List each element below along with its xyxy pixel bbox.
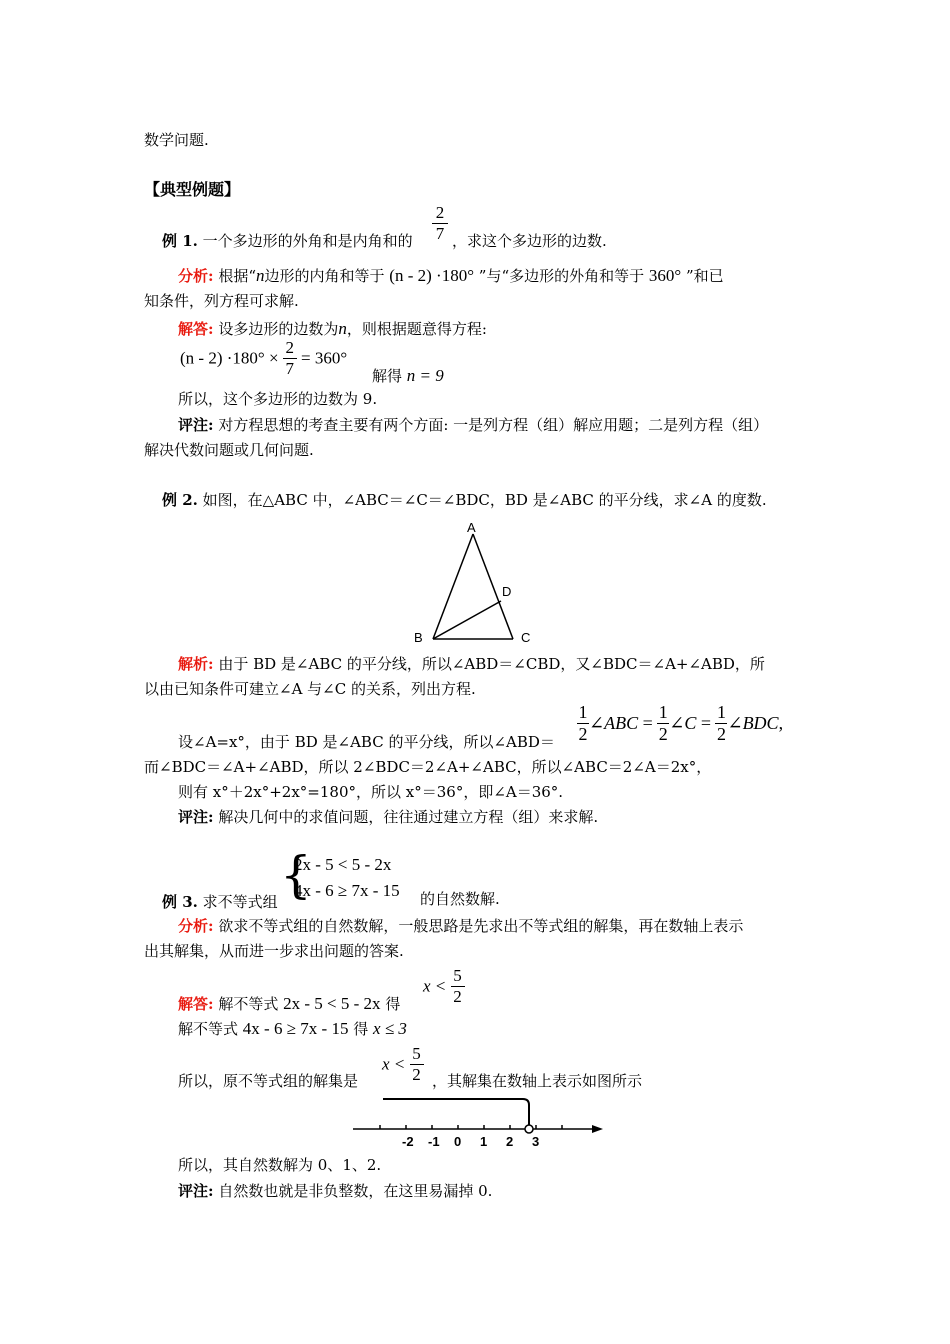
- ex1-analysis-360: 360°: [648, 266, 682, 285]
- side-ab: [433, 534, 473, 639]
- ex2-half-1-num: 1: [578, 702, 588, 722]
- solution-set-arc: [383, 1099, 529, 1127]
- ex2-analysis: [178, 657, 765, 672]
- ex3-result1-frac: [451, 966, 465, 1006]
- ex2-half-3-num: 1: [716, 702, 726, 722]
- point-b-label: B: [414, 630, 423, 645]
- ex2-line3: 而∠BDC＝∠A+∠ABD，所以 2∠BDC＝2∠A+∠ABC，所以∠ABC＝2∠A＝2x°，: [144, 758, 712, 776]
- ex3-result1-den: 2: [451, 986, 465, 1007]
- ex3-ineq1: 2x - 5 < 5 - 2x: [294, 855, 392, 874]
- ex2-text: 如图，在△ABC 中，∠ABC＝∠C＝∠BDC，BD 是∠ABC 的平分线，求∠A 的度数.: [202, 491, 767, 509]
- ex3-answer-ineq2: 4x - 6 ≥ 7x - 15: [242, 1019, 349, 1038]
- ex3-set-num: 5: [412, 1044, 421, 1063]
- ex3-answer-2: [178, 1020, 407, 1037]
- ex1-analysis-line2: 知条件，列方程可求解.: [144, 292, 299, 310]
- ex3-get-2: 得: [353, 1020, 369, 1038]
- ex3-text: 求不等式组: [202, 893, 278, 911]
- ex2-angle-abc: ∠ABC: [589, 713, 639, 734]
- ex2-label: 例 2.: [162, 491, 198, 509]
- ex1-eq-frac-num: 2: [285, 338, 295, 357]
- axis-tick-label: 0: [454, 1134, 462, 1149]
- ex1-text-end: ，求这个多边形的边数.: [452, 232, 607, 250]
- ex1-comment-label: 评注:: [178, 416, 214, 434]
- ex3-analysis-2: 出其解集，从而进一步求出问题的答案.: [144, 942, 404, 960]
- ex1-answer-text2: ，则根据题意得方程:: [346, 320, 487, 338]
- segment-bd: [433, 601, 501, 639]
- ex2-half-1-den: 2: [578, 723, 588, 744]
- ex2-angle-c: ∠C: [669, 713, 697, 734]
- ex3-comment: 自然数也就是非负整数，在这里易漏掉 0.: [218, 1182, 493, 1200]
- ex3-result1-num: 5: [453, 966, 462, 985]
- ex1-analysis-1: 根据“: [218, 267, 256, 285]
- ex2-half-equation: [577, 702, 783, 744]
- ex1-analysis-4: ”和已: [686, 267, 724, 285]
- axis-tick-label: 3: [532, 1134, 540, 1149]
- ex3-text-end: 的自然数解.: [420, 890, 500, 908]
- ex1-comment-1: 对方程思想的考查主要有两个方面: 一是列方程（组）解应用题；二是列方程（组）: [218, 416, 769, 434]
- ex1-analysis: [178, 267, 724, 284]
- ex1-answer-label: 解答:: [178, 320, 214, 338]
- ex3-analysis-label: 分析:: [178, 917, 214, 935]
- ex2-comma: ,: [778, 713, 784, 734]
- intro-tail: 数学问题.: [144, 131, 209, 149]
- ex2-comment: [178, 810, 598, 825]
- ex3-answer: [178, 995, 400, 1012]
- ex1-answer-n: n: [338, 319, 347, 338]
- ex2-equals-2: =: [700, 713, 711, 734]
- ex3-result2: x ≤ 3: [373, 1019, 407, 1038]
- ex1-eq-frac-den: 7: [283, 358, 297, 379]
- ex3-answer-2-text: 解不等式: [178, 1020, 239, 1038]
- ex1-solve-label: 解得: [372, 367, 403, 385]
- ex2-question: [162, 493, 767, 508]
- section-title: 【典型例题】: [144, 180, 241, 199]
- point-a-label: A: [467, 520, 476, 535]
- ex2-half-3: [715, 702, 727, 744]
- ex2-half-3-den: 2: [716, 723, 726, 744]
- ex2-comment: 解决几何中的求值问题，往往通过建立方程（组）来求解.: [218, 808, 599, 826]
- ex3-comment-label: 评注:: [178, 1182, 214, 1200]
- ex2-half-2-num: 1: [658, 702, 668, 722]
- ex1-frac-num: 2: [435, 203, 445, 222]
- ex2-comment-label: 评注:: [178, 808, 214, 826]
- ex1-comment-2: 解决代数问题或几何问题.: [144, 441, 314, 459]
- ex1-eq-fraction: [283, 338, 297, 378]
- ex2-half-2-den: 2: [658, 723, 668, 744]
- ex1-analysis-n: n: [256, 266, 265, 285]
- ex1-solve: [372, 367, 444, 384]
- ex2-analysis-label: 解析:: [178, 655, 214, 673]
- ex2-half-1: [577, 702, 589, 744]
- ex1-label: 例 1.: [162, 232, 198, 250]
- triangle-figure: [405, 518, 545, 648]
- ex3-question: [162, 895, 278, 910]
- ex3-answer-ineq1: 2x - 5 < 5 - 2x: [283, 994, 381, 1013]
- point-d-label: D: [502, 584, 512, 599]
- ex1-solve-value: n = 9: [406, 366, 444, 385]
- ex1-conclusion: 所以，这个多边形的边数为 9.: [178, 390, 378, 408]
- number-line: [345, 1090, 610, 1150]
- ex3-set-den: 2: [410, 1064, 424, 1085]
- ex3-result1: [423, 966, 465, 1006]
- ex3-brace: {: [280, 846, 312, 904]
- ex1-analysis-formula: (n - 2) ·180°: [389, 266, 474, 285]
- axis-arrow-icon: [592, 1125, 603, 1133]
- ex2-analysis-1: 由于 BD 是∠ABC 的平分线，所以∠ABD＝∠CBD，又∠BDC＝∠A+∠ABD，所: [218, 655, 765, 673]
- ex3-set-2: ，其解集在数轴上表示如图所示: [432, 1072, 643, 1090]
- ex3-set-1: 所以，原不等式组的解集是: [178, 1072, 359, 1090]
- ex2-half-2: [657, 702, 669, 744]
- ex1-comment: [178, 418, 768, 433]
- ex1-analysis-2: 边形的内角和等于: [264, 267, 385, 285]
- ex1-analysis-3: ”与“多边形的外角和等于: [478, 267, 645, 285]
- ex3-natural: 所以，其自然数解为 0、1、2.: [178, 1156, 382, 1174]
- ex1-answer-text: 设多边形的边数为: [218, 320, 339, 338]
- ex1-analysis-label: 分析:: [178, 267, 214, 285]
- ex3-set-frac: [410, 1044, 424, 1084]
- ex3-set-lhs: x <: [382, 1054, 406, 1074]
- ex2-equals-1: =: [642, 713, 653, 734]
- ex2-analysis-2: 以由已知条件可建立∠A 与∠C 的关系，列出方程.: [144, 680, 476, 698]
- ex1-frac-den: 7: [432, 223, 448, 244]
- ex1-fraction: [432, 203, 448, 243]
- ex1-answer: [178, 320, 487, 337]
- ex2-angle-bdc: ∠BDC: [727, 713, 779, 734]
- ex3-answer-label: 解答:: [178, 995, 214, 1013]
- ex1-text: 一个多边形的外角和是内角和的: [202, 232, 413, 250]
- ex2-line4: 则有 x°＋2x°+2x°=180°，所以 x°＝36°，即∠A＝36°.: [178, 783, 564, 801]
- point-c-label: C: [521, 630, 531, 645]
- ex3-get-1: 得: [385, 995, 401, 1013]
- ex1-eq-left: (n - 2) ·180° ×: [180, 348, 279, 368]
- ex2-set-text: 设∠A=x°，由于 BD 是∠ABC 的平分线，所以∠ABD＝: [178, 733, 555, 751]
- ex3-analysis: [178, 919, 743, 934]
- ex3-ineq2: 4x - 6 ≥ 7x - 15: [294, 881, 400, 900]
- axis-tick-label: -1: [428, 1134, 440, 1149]
- ex1-eq-right: = 360°: [301, 348, 348, 368]
- ex3-analysis-1: 欲求不等式组的自然数解，一般思路是先求出不等式组的解集，再在数轴上表示: [218, 917, 744, 935]
- ex3-result1-lhs: x <: [423, 976, 447, 996]
- ex3-label: 例 3.: [162, 893, 198, 911]
- ex3-comment: [178, 1184, 492, 1199]
- ex1-question: [162, 234, 413, 249]
- ex3-set-value: [382, 1044, 424, 1084]
- ex3-answer-1: 解不等式: [218, 995, 279, 1013]
- axis-tick-label: 2: [506, 1134, 514, 1149]
- axis-tick-label: 1: [480, 1134, 488, 1149]
- axis-tick-label: -2: [402, 1134, 414, 1149]
- ex1-equation: [180, 338, 347, 378]
- open-endpoint-circle: [525, 1125, 533, 1133]
